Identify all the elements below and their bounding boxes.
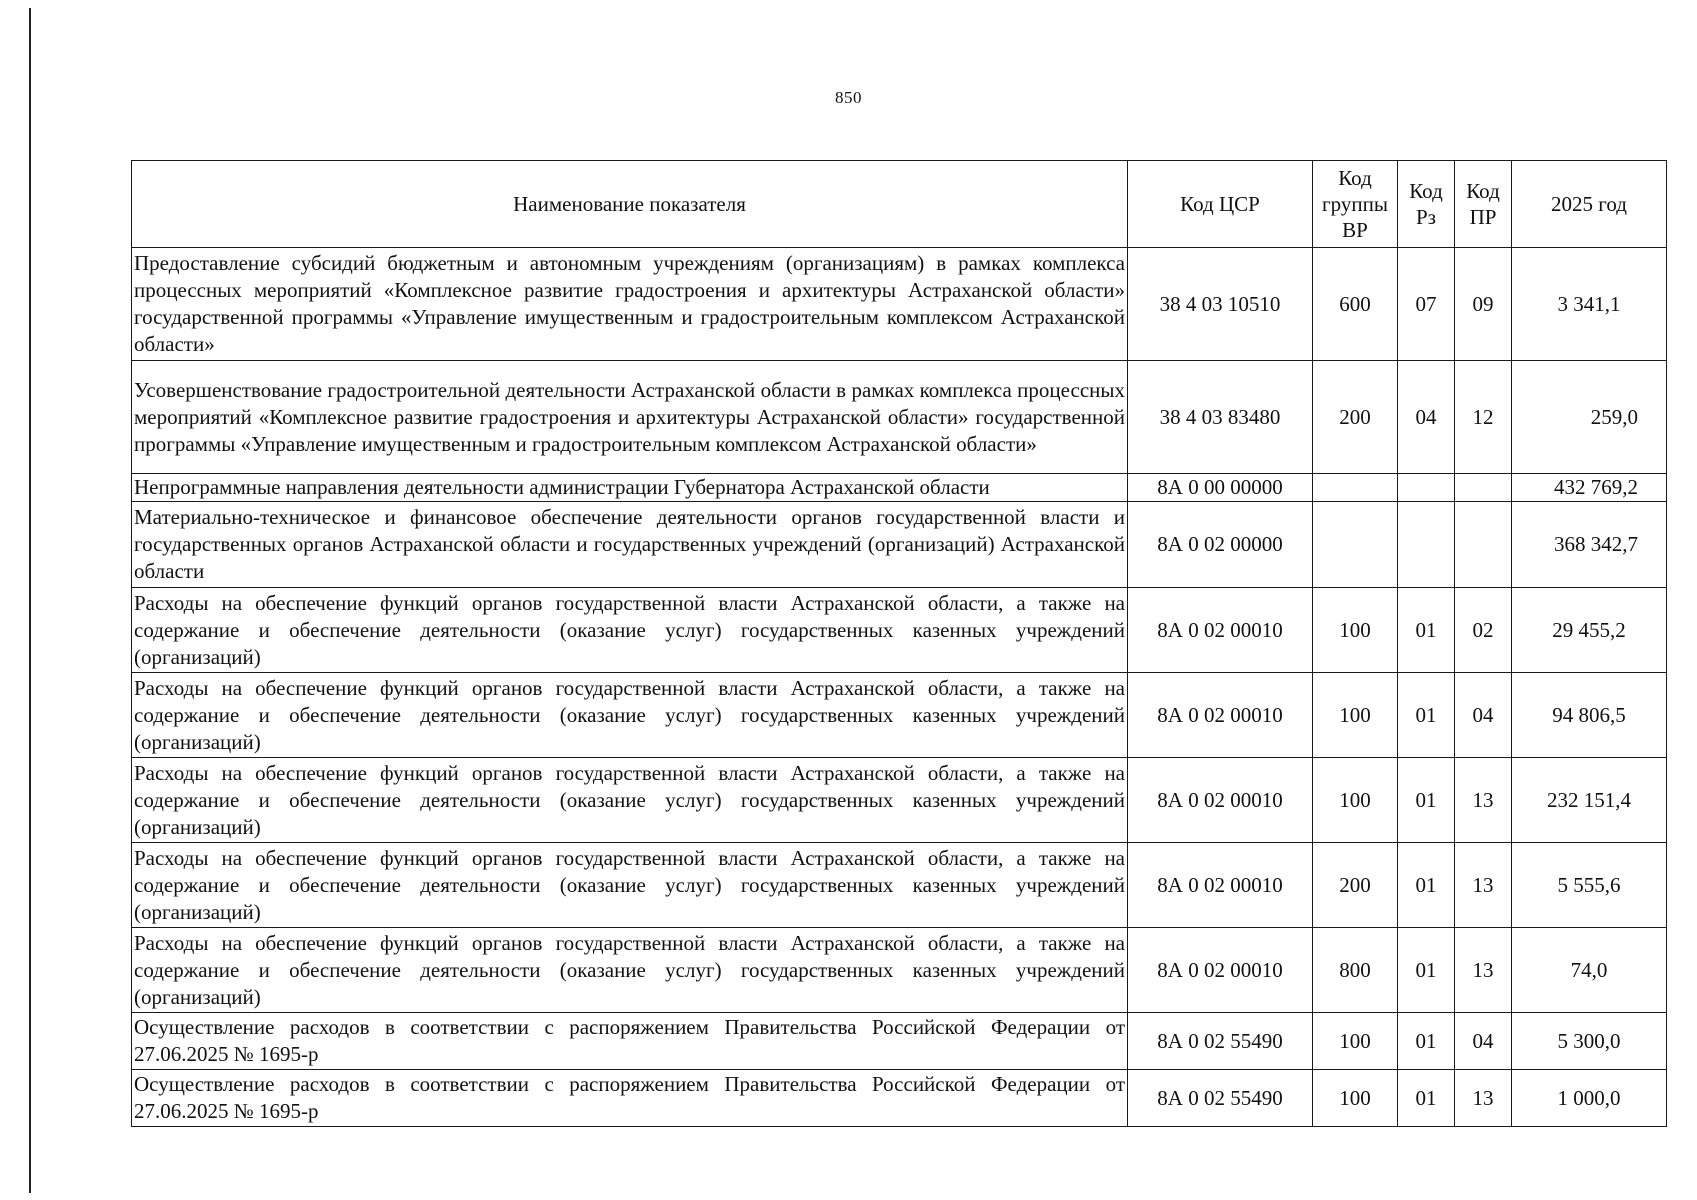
row-amount: 94 806,5: [1512, 673, 1667, 758]
row-csr: 8А 0 00 00000: [1128, 474, 1313, 502]
row-name: Расходы на обеспечение функций органов государственной власти Астраханской области, а также на содержание и обеспечение деятельности (оказание услуг) государственных казенных учреждений (организаций): [132, 673, 1128, 758]
row-rz: 01: [1398, 673, 1455, 758]
row-pr: [1455, 474, 1512, 502]
row-rz: 01: [1398, 1013, 1455, 1070]
row-amount: 432 769,2: [1512, 474, 1667, 502]
row-rz: 01: [1398, 758, 1455, 843]
header-rz: Код Рз: [1398, 161, 1455, 248]
row-amount: 232 151,4: [1512, 758, 1667, 843]
table-row: [132, 843, 1667, 928]
table-row: [132, 758, 1667, 843]
row-vr: 100: [1313, 1013, 1398, 1070]
row-vr: 100: [1313, 588, 1398, 673]
left-margin-rule: [29, 8, 31, 1193]
row-name: Осуществление расходов в соответствии с распоряжением Правительства Российской Федерации от 27.06.2025 № 1695-р: [132, 1013, 1128, 1070]
row-vr: 800: [1313, 928, 1398, 1013]
row-rz: 01: [1398, 588, 1455, 673]
row-amount: 74,0: [1512, 928, 1667, 1013]
row-name: Расходы на обеспечение функций органов государственной власти Астраханской области, а также на содержание и обеспечение деятельности (оказание услуг) государственных казенных учреждений (организаций): [132, 758, 1128, 843]
row-csr: 8А 0 02 00010: [1128, 758, 1313, 843]
table-row: [132, 474, 1667, 502]
row-amount: 29 455,2: [1512, 588, 1667, 673]
header-name: Наименование показателя: [132, 161, 1128, 248]
header-pr: Код ПР: [1455, 161, 1512, 248]
row-pr: 13: [1455, 1070, 1512, 1127]
row-vr: 200: [1313, 361, 1398, 474]
row-amount: 368 342,7: [1512, 502, 1667, 588]
row-pr: 12: [1455, 361, 1512, 474]
page-number: 850: [835, 88, 862, 107]
row-pr: [1455, 502, 1512, 588]
row-rz: [1398, 502, 1455, 588]
row-csr: 8А 0 02 55490: [1128, 1013, 1313, 1070]
table-row: [132, 361, 1667, 474]
row-vr: 100: [1313, 758, 1398, 843]
row-amount: 5 300,0: [1512, 1013, 1667, 1070]
row-name: Расходы на обеспечение функций органов государственной власти Астраханской области, а также на содержание и обеспечение деятельности (оказание услуг) государственных казенных учреждений (организаций): [132, 843, 1128, 928]
row-pr: 13: [1455, 758, 1512, 843]
row-name: Усовершенствование градостроительной деятельности Астраханской области в рамках комплекса процессных мероприятий «Комплексное развитие градостроения и архитектуры Астраханской области» государственной программы «Управление имущественным и градостроительным комплексом Астраханской области»: [132, 361, 1128, 474]
row-csr: 8А 0 02 00010: [1128, 588, 1313, 673]
row-rz: 01: [1398, 1070, 1455, 1127]
row-csr: 38 4 03 10510: [1128, 248, 1313, 361]
row-csr: 8А 0 02 00010: [1128, 673, 1313, 758]
table-row: [132, 248, 1667, 361]
row-vr: 100: [1313, 673, 1398, 758]
row-pr: 02: [1455, 588, 1512, 673]
row-csr: 8А 0 02 00000: [1128, 502, 1313, 588]
row-pr: 13: [1455, 843, 1512, 928]
row-amount: 5 555,6: [1512, 843, 1667, 928]
table-header-row: [132, 161, 1667, 248]
table-row: [132, 1070, 1667, 1127]
row-vr: 600: [1313, 248, 1398, 361]
row-vr: 100: [1313, 1070, 1398, 1127]
header-csr: Код ЦСР: [1128, 161, 1313, 248]
row-name: Предоставление субсидий бюджетным и автономным учреждениям (организациям) в рамках комплекса процессных мероприятий «Комплексное развитие градостроения и архитектуры Астраханской области» государственной программы «Управление имущественным и градостроительным комплексом Астраханской области»: [132, 248, 1128, 361]
row-vr: [1313, 502, 1398, 588]
row-vr: [1313, 474, 1398, 502]
row-rz: [1398, 474, 1455, 502]
row-name: Расходы на обеспечение функций органов государственной власти Астраханской области, а также на содержание и обеспечение деятельности (оказание услуг) государственных казенных учреждений (организаций): [132, 588, 1128, 673]
row-csr: 8А 0 02 55490: [1128, 1070, 1313, 1127]
row-amount: 1 000,0: [1512, 1070, 1667, 1127]
table-row: [132, 502, 1667, 588]
row-amount: 3 341,1: [1512, 248, 1667, 361]
row-name: Непрограммные направления деятельности администрации Губернатора Астраханской области: [132, 474, 1128, 502]
row-rz: 01: [1398, 928, 1455, 1013]
row-pr: 09: [1455, 248, 1512, 361]
row-name: Осуществление расходов в соответствии с распоряжением Правительства Российской Федерации от 27.06.2025 № 1695-р: [132, 1070, 1128, 1127]
table-row: [132, 1013, 1667, 1070]
row-name: Материально-техническое и финансовое обеспечение деятельности органов государственной власти и государственных органов Астраханской области и государственных учреждений (организаций) Астраханской области: [132, 502, 1128, 588]
row-pr: 13: [1455, 928, 1512, 1013]
row-name: Расходы на обеспечение функций органов государственной власти Астраханской области, а также на содержание и обеспечение деятельности (оказание услуг) государственных казенных учреждений (организаций): [132, 928, 1128, 1013]
table-row: [132, 588, 1667, 673]
row-csr: 8А 0 02 00010: [1128, 843, 1313, 928]
row-rz: 04: [1398, 361, 1455, 474]
row-csr: 8А 0 02 00010: [1128, 928, 1313, 1013]
header-year: 2025 год: [1512, 161, 1667, 248]
row-vr: 200: [1313, 843, 1398, 928]
row-pr: 04: [1455, 673, 1512, 758]
row-amount: 259,0: [1512, 361, 1667, 474]
row-rz: 01: [1398, 843, 1455, 928]
row-csr: 38 4 03 83480: [1128, 361, 1313, 474]
table-row: [132, 928, 1667, 1013]
budget-table: [131, 160, 1667, 1127]
row-pr: 04: [1455, 1013, 1512, 1070]
row-rz: 07: [1398, 248, 1455, 361]
header-vr: Код группы ВР: [1313, 161, 1398, 248]
table-row: [132, 673, 1667, 758]
